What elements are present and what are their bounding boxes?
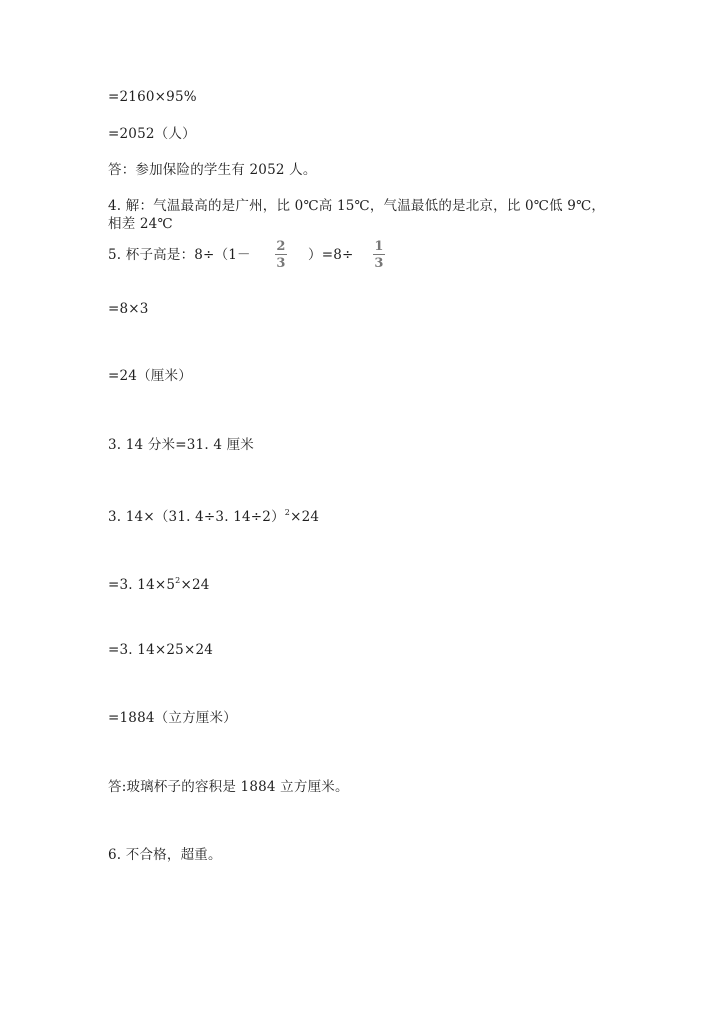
fraction-numerator: 1 <box>374 239 384 254</box>
fraction-one-third <box>372 240 386 270</box>
calc-line-3: =8×3 <box>108 301 149 317</box>
question-6-answer: 6. 不合格，超重。 <box>108 847 222 863</box>
fraction-bar <box>275 254 287 255</box>
volume-step-1 <box>108 572 210 594</box>
calc-line-1: =2160×95% <box>108 89 197 105</box>
answer-line-1: 答：参加保险的学生有 2052 人。 <box>108 162 317 178</box>
volume-step-1-exponent: 2 <box>175 576 181 585</box>
fraction-denominator: 3 <box>276 256 286 271</box>
volume-step-2: =3. 14×25×24 <box>108 642 214 658</box>
fraction-bar <box>373 254 385 255</box>
volume-formula-main: 3. 14×（31. 4÷3. 14÷2） <box>108 509 285 525</box>
question-5-text-b: ）=8÷ <box>308 247 354 263</box>
volume-formula-exponent: 2 <box>284 508 291 517</box>
calc-line-2: =2052（人） <box>108 126 196 142</box>
question-4-answer: 4. 解：气温最高的是广州，比 0℃高 15℃，气温最低的是北京，比 0℃低 9℃，相差 24℃ <box>108 198 606 232</box>
fraction-two-thirds <box>274 240 288 270</box>
question-5-text-a: 5. 杯子高是：8÷（1－ <box>108 247 251 263</box>
answer-line-2: 答:玻璃杯子的容积是 1884 立方厘米。 <box>108 779 349 795</box>
volume-formula-tail: ×24 <box>290 509 320 525</box>
volume-formula-line <box>108 504 319 526</box>
question-5-line <box>108 239 408 272</box>
volume-step-1-main: =3. 14×5 <box>108 577 176 593</box>
fraction-numerator: 2 <box>276 239 286 254</box>
calc-line-4: =24（厘米） <box>108 368 192 384</box>
conversion-line: 3. 14 分米=31. 4 厘米 <box>108 437 254 453</box>
volume-result: =1884（立方厘米） <box>108 710 237 726</box>
volume-step-1-tail: ×24 <box>180 577 210 593</box>
fraction-denominator: 3 <box>374 256 384 271</box>
